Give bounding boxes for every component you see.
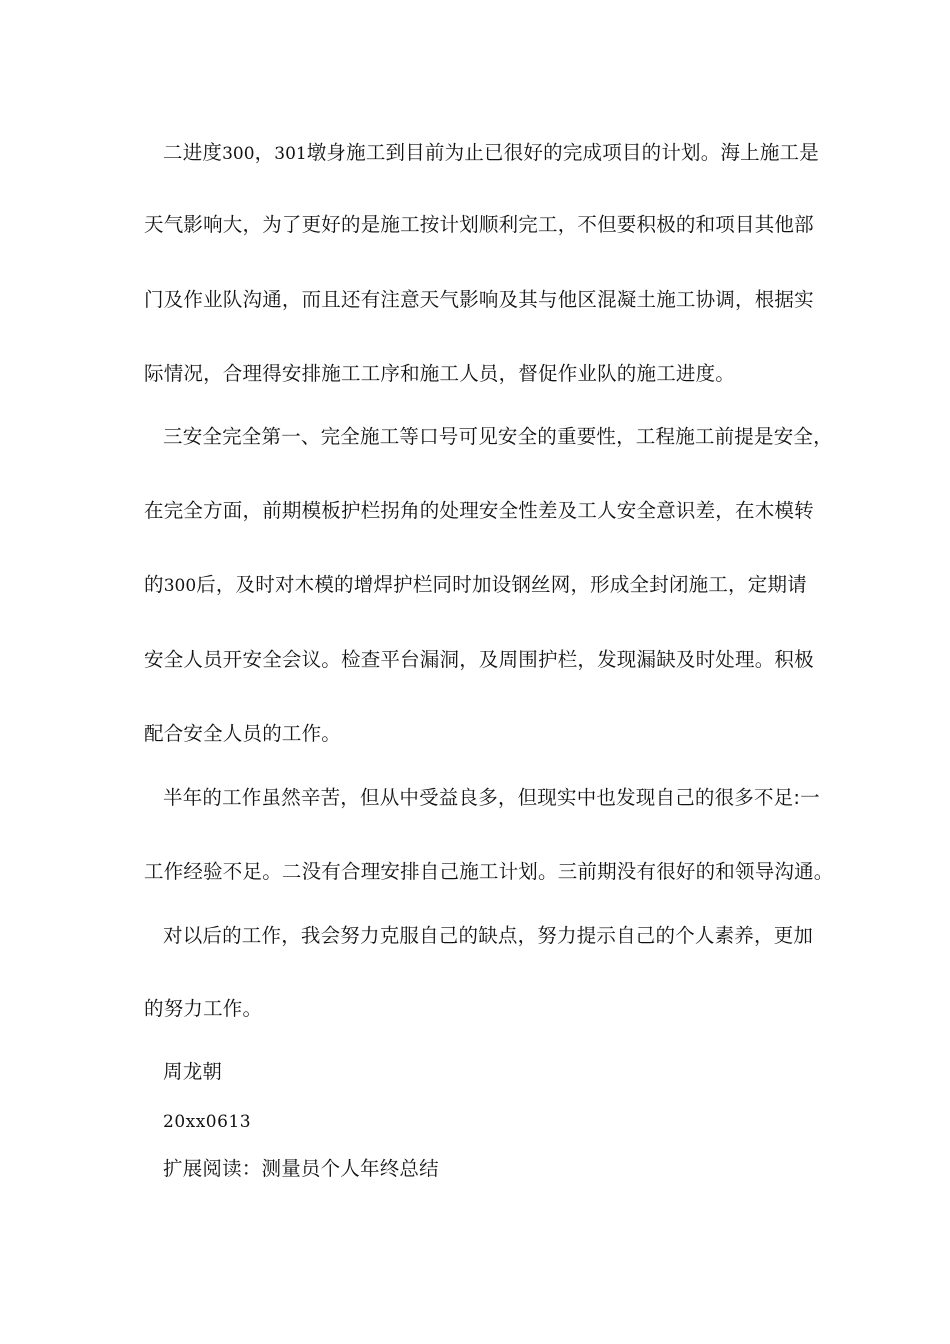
extended-reading-link[interactable]: 扩展阅读：测量员个人年终总结 [163, 1157, 439, 1180]
paragraph-1-line-3 [144, 288, 814, 312]
text-segment: 对以后的工作，我会努力克服自己的缺点，努力提示自己的个人素养，更加 [163, 924, 814, 947]
paragraph-2-line-1 [163, 425, 833, 449]
paragraph-4-line-2 [144, 997, 262, 1021]
text-segment: 二进度 [163, 141, 223, 164]
paragraph-1-line-2 [144, 213, 814, 237]
number-segment: 300 [163, 576, 197, 596]
text-segment: 际情况，合理得安排施工工序和施工人员，督促作业队的施工进度。 [144, 362, 736, 385]
text-segment: 在完全方面，前期模板护栏拐角的处理安全性差及工人安全意识差，在木模转 [144, 499, 814, 522]
paragraph-2-line-5 [144, 722, 341, 746]
text-segment: 工作经验不足。二没有合理安排自己施工计划。三前期没有很好的和领导沟通。 [144, 860, 834, 883]
text-segment: 的努力工作。 [144, 997, 263, 1020]
signature: 周龙朝 [163, 1060, 223, 1083]
paragraph-3-line-2 [144, 860, 834, 884]
number-segment: 301 [274, 144, 307, 164]
text-segment: 半年的工作虽然辛苦，但从中受益良多，但现实中也发现自己的很多不足:一 [163, 786, 820, 809]
paragraph-2-line-2 [144, 499, 814, 523]
paragraph-4-line-1 [163, 924, 813, 948]
number-segment: 300 [222, 144, 255, 164]
text-segment: 安全人员开安全会议。检查平台漏洞，及周围护栏，发现漏缺及时处理。积极 [144, 648, 814, 671]
paragraph-2-line-3 [144, 573, 807, 598]
text-segment: 天气影响大，为了更好的是施工按计划顺利完工，不但要积极的和项目其他部 [144, 213, 814, 236]
text-segment: 的 [144, 573, 164, 596]
text-segment: 后，及时对木模的增焊护栏同时加设钢丝网，形成全封闭施工，定期请 [196, 573, 807, 596]
paragraph-3-line-1 [163, 786, 820, 810]
text-segment: ， [254, 141, 275, 164]
text-segment: 配合安全人员的工作。 [144, 722, 342, 745]
paragraph-2-line-4 [144, 648, 814, 672]
text-segment: 墩身施工到目前为止已很好的完成项目的计划。海上施工是 [306, 141, 819, 164]
paragraph-1-line-1 [163, 141, 819, 166]
text-segment: 门及作业队沟通，而且还有注意天气影响及其与他区混凝土施工协调，根据实 [144, 288, 814, 311]
document-date: 20xx0613 [163, 1112, 252, 1132]
text-segment: 三安全完全第一、完全施工等口号可见安全的重要性，工程施工前提是安全， [163, 425, 833, 448]
paragraph-1-line-4 [144, 362, 735, 386]
